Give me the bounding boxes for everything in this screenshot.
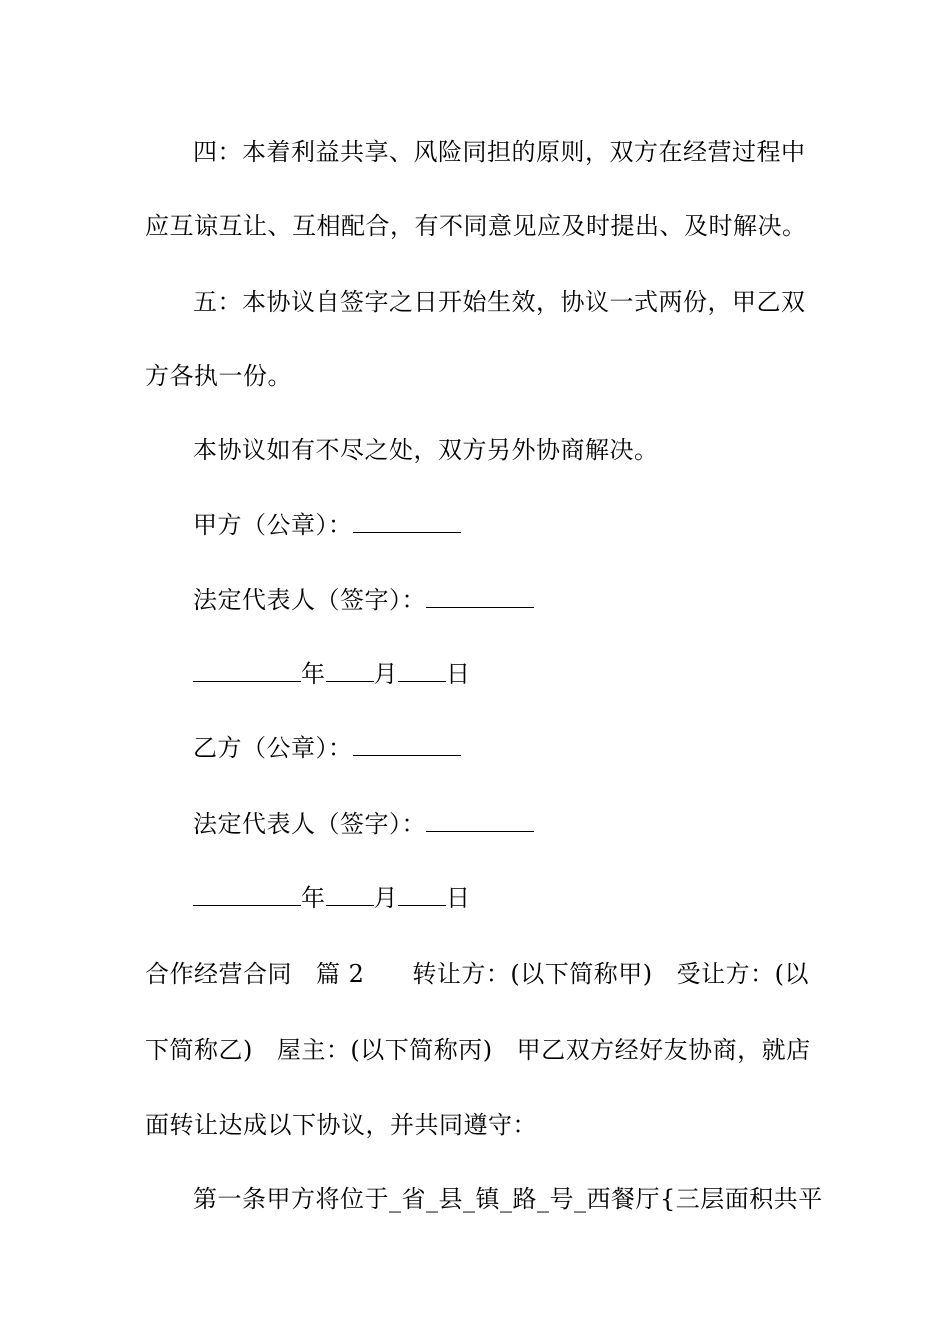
clause-4-line-2: 应互谅互让、互相配合，有不同意见应及时提出、及时解决。 (145, 212, 807, 240)
party-a-blank (353, 510, 461, 533)
clause-5-line-1: 五：本协议自签字之日开始生效，协议一式两份，甲乙双 (193, 288, 806, 316)
transferee-part-2: 下简称乙) (145, 1036, 253, 1064)
contract-2-intro-1: 甲乙双方经好友协商，就店 (516, 1036, 811, 1064)
contract-2-intro-2: 面转让达成以下协议，并共同遵守： (145, 1111, 537, 1139)
year-blank (193, 659, 301, 682)
year-blank (193, 883, 301, 906)
clause-5-line-2: 方各执一份。 (145, 362, 292, 390)
contract-2-part: 篇 2 (316, 960, 365, 988)
day-blank (398, 883, 446, 906)
party-b-seal-row (193, 732, 853, 764)
party-b-rep-row (193, 808, 853, 840)
transferor: 转让方：(以下简称甲) (412, 960, 653, 988)
party-b-label: 乙方（公章）： (193, 734, 353, 762)
month-label: 月 (373, 884, 398, 912)
clause-4-line-1: 四：本着利益共享、风险同担的原则，双方在经营过程中 (193, 138, 806, 166)
month-label: 月 (373, 660, 398, 688)
party-a-label: 甲方（公章）： (193, 511, 353, 539)
year-label: 年 (301, 884, 326, 912)
party-b-rep-label: 法定代表人（签字）： (193, 810, 426, 838)
month-blank (326, 883, 374, 906)
owner: 屋主：(以下简称丙) (276, 1036, 493, 1064)
party-b-blank (353, 733, 461, 756)
contract-2-heading-row (145, 958, 810, 990)
day-blank (398, 659, 446, 682)
article-1-line-1: 第一条甲方将位于_省_县_镇_路_号_西餐厅{三层面积共平 (193, 1185, 823, 1213)
party-b-rep-blank (426, 809, 534, 832)
party-a-seal-row (193, 509, 853, 541)
party-a-rep-row (193, 584, 853, 616)
supplementary-clause: 本协议如有不尽之处，双方另外协商解决。 (193, 436, 659, 464)
year-label: 年 (301, 660, 326, 688)
party-a-date-row (193, 658, 853, 690)
contract-2-parties-row (145, 1034, 811, 1066)
party-b-date-row (193, 882, 853, 914)
day-label: 日 (446, 660, 471, 688)
party-a-rep-blank (426, 585, 534, 608)
month-blank (326, 659, 374, 682)
transferee-part-1: 受让方：(以 (676, 960, 810, 988)
party-a-rep-label: 法定代表人（签字）： (193, 586, 426, 614)
contract-2-title: 合作经营合同 (145, 960, 292, 988)
day-label: 日 (446, 884, 471, 912)
